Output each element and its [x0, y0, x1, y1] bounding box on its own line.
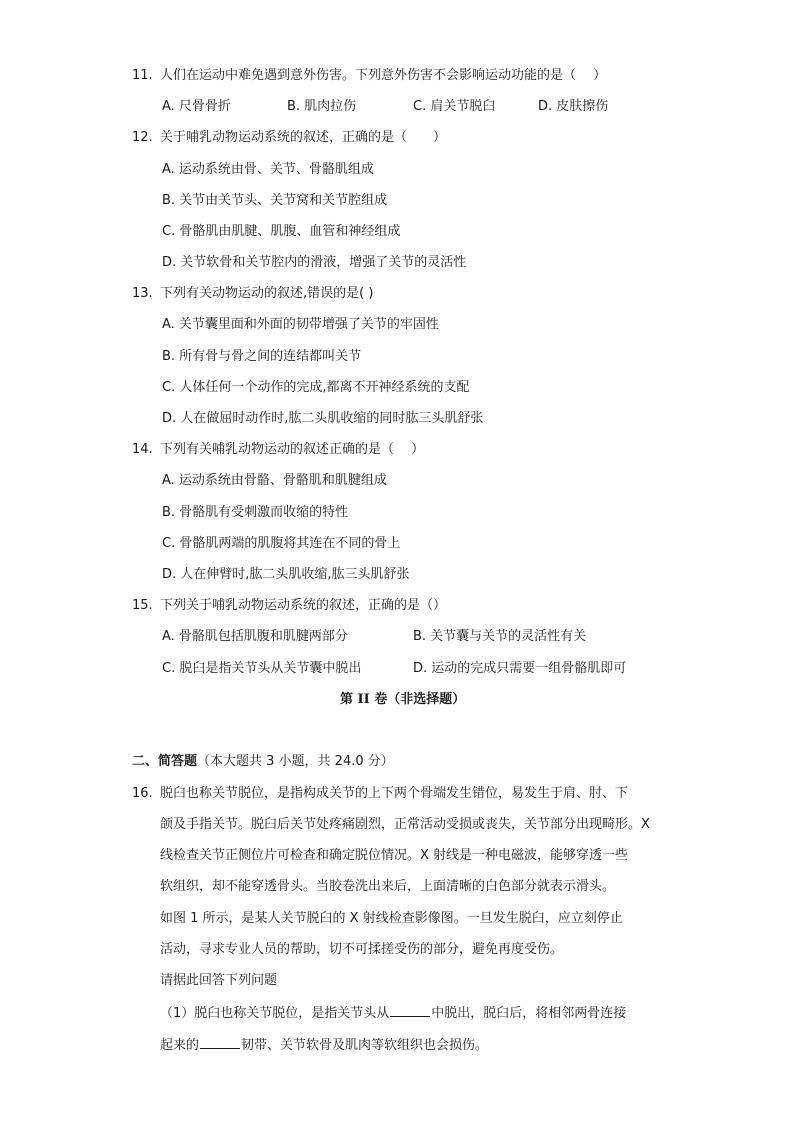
question-15-number: 15.	[132, 598, 153, 613]
answer-blank-2[interactable]	[200, 1034, 240, 1049]
question-15-option-a: A. 骨骼肌包括肌腹和肌腱两部分	[162, 629, 348, 644]
question-11-number: 11.	[132, 68, 153, 83]
question-15-option-b: B. 关节囊与关节的灵活性有关	[413, 629, 587, 644]
question-16-sub1-part-a: （1）脱臼也称关节脱位，是指关节头从	[160, 1006, 390, 1021]
question-12-option-c: C. 骨骼肌由肌腱、肌腹、血管和神经组成	[162, 224, 401, 239]
question-11-option-c: C. 肩关节脱臼	[413, 99, 496, 114]
section-2-title-prefix: 二、简答题	[132, 754, 198, 769]
question-12-number: 12.	[132, 130, 153, 145]
question-16-sub1-part-d: 韧带、关节软骨及肌肉等软组织也会损伤。	[241, 1038, 489, 1053]
question-16-line-1: 脱臼也称关节脱位，是指构成关节的上下两个骨端发生错位，易发生于肩、肘、下	[160, 786, 629, 801]
question-13-option-c: C. 人体任何一个动作的完成,都离不开神经系统的支配	[162, 380, 470, 395]
question-16-sub1-line-2	[160, 1034, 488, 1056]
part-2-heading: 第 II 卷（非选择题）	[340, 692, 466, 707]
question-15-option-c: C. 脱臼是指关节头从关节囊中脱出	[162, 661, 362, 676]
question-11-option-d: D. 皮肤擦伤	[538, 99, 609, 114]
question-12-option-b: B. 关节由关节头、关节窝和关节腔组成	[162, 193, 388, 208]
question-11-option-b: B. 肌肉拉伤	[287, 99, 357, 114]
question-11-text: 人们在运动中难免遇到意外伤害。下列意外伤害不会影响运动功能的是（ ）	[160, 68, 607, 83]
question-14-option-a: A. 运动系统由骨骼、骨骼肌和肌腱组成	[162, 473, 387, 488]
question-16-sub1-part-b: 中脱出，脱臼后，将相邻两骨连接	[431, 1006, 627, 1021]
question-14-number: 14.	[132, 442, 153, 457]
question-11-option-a: A. 尺骨骨折	[162, 99, 231, 114]
question-16-number: 16.	[132, 786, 153, 801]
question-13-option-d: D. 人在做屈时动作时,肱二头肌收缩的同时肱三头肌舒张	[162, 411, 484, 426]
question-13-number: 13.	[132, 286, 153, 301]
question-14-text: 下列有关哺乳动物运动的叙述正确的是（ ）	[160, 442, 425, 457]
question-12-text: 关于哺乳动物运动系统的叙述，正确的是（ ）	[160, 130, 447, 145]
section-2-title	[132, 752, 394, 772]
question-16-prompt: 请据此回答下列问题	[160, 973, 278, 988]
question-16-line-5: 如图 1 所示，是某人关节脱臼的 X 射线检查影像图。一旦发生脱臼，应立刻停止	[160, 911, 623, 926]
question-15-option-d: D. 运动的完成只需要一组骨骼肌即可	[413, 661, 627, 676]
question-16-sub1-line-1	[160, 1002, 626, 1024]
question-15-text: 下列关于哺乳动物运动系统的叙述，正确的是（）	[160, 598, 447, 613]
answer-blank-1[interactable]	[390, 1002, 430, 1017]
section-2-title-detail: （本大题共 3 小题，共 24.0 分）	[197, 754, 394, 769]
question-14-option-c: C. 骨骼肌两端的肌腹将其连在不同的骨上	[162, 536, 401, 551]
question-14-option-b: B. 骨骼肌有受刺激而收缩的特性	[162, 505, 349, 520]
question-13-option-a: A. 关节囊里面和外面的韧带增强了关节的牢固性	[162, 317, 439, 332]
question-13-option-b: B. 所有骨与骨之间的连结都叫关节	[162, 349, 362, 364]
question-16-line-6: 活动，寻求专业人员的帮助，切不可揉搓受伤的部分，避免再度受伤。	[160, 942, 564, 957]
question-12-option-a: A. 运动系统由骨、关节、骨骼肌组成	[162, 162, 374, 177]
question-14-option-d: D. 人在伸臂时,肱二头肌收缩,肱三头肌舒张	[162, 567, 410, 582]
question-16-sub1-part-c: 起来的	[160, 1038, 200, 1053]
question-12-option-d: D. 关节软骨和关节腔内的滑液，增强了关节的灵活性	[162, 255, 467, 270]
question-16-line-2: 颌及手指关节。脱臼后关节处疼痛剧烈，正常活动受损或丧失，关节部分出现畸形。X	[160, 817, 650, 832]
question-13-text: 下列有关动物运动的叙述,错误的是( )	[160, 286, 374, 301]
question-16-line-3: 线检查关节正侧位片可检查和确定脱位情况。X 射线是一种电磁波，能够穿透一些	[160, 848, 629, 863]
question-16-line-4: 软组织，却不能穿透骨头。当胶卷洗出来后，上面清晰的白色部分就表示滑头。	[160, 879, 616, 894]
